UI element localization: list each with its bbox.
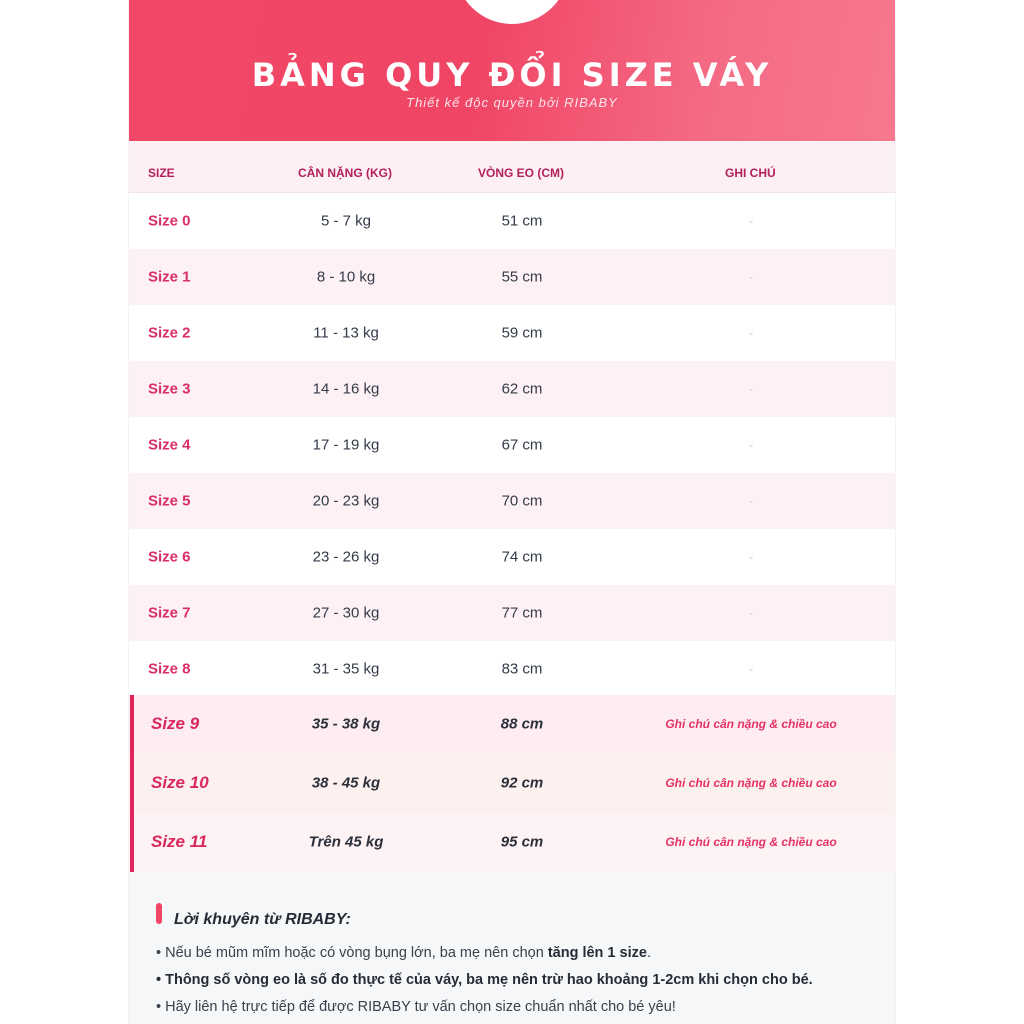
column-header-note: GHI CHÚ [725,166,776,180]
table-row [129,529,895,585]
highlight-accent-bar [130,695,134,754]
weight-value: 5 - 7 kg [320,212,372,230]
table-row [129,249,895,305]
table-row [129,641,895,697]
waist-value: 74 cm [501,548,543,566]
weight-value: 20 - 23 kg [312,492,380,510]
note-value: - [748,493,754,509]
table-header [129,141,895,193]
waist-value: 77 cm [501,604,543,622]
column-header-size: SIZE [148,166,175,180]
size-chart-card [129,0,895,1024]
advice-box [129,872,895,1024]
waist-value: 70 cm [501,492,543,510]
waist-value: 95 cm [500,833,544,851]
advice-accent-bar [156,903,162,924]
weight-value: 38 - 45 kg [311,774,381,792]
size-label: Size 8 [148,660,191,678]
size-label: Size 0 [148,212,191,230]
advice-tip [156,945,651,961]
size-label: Size 6 [148,548,191,566]
weight-value: 11 - 13 kg [313,324,379,342]
weight-value: 14 - 16 kg [312,380,380,398]
weight-value: 31 - 35 kg [312,660,380,678]
size-label: Size 2 [148,324,191,342]
weight-value: 35 - 38 kg [311,715,381,733]
size-label: Size 7 [148,604,191,622]
size-label: Size 5 [148,492,191,510]
weight-value: 23 - 26 kg [312,548,380,566]
note-value: - [748,381,754,397]
highlight-row [129,754,895,813]
weight-value: Trên 45 kg [308,833,384,851]
size-label: Size 11 [151,832,208,851]
table-row [129,193,895,249]
advice-tip-emphasis: tăng lên 1 size [547,945,647,961]
waist-value: 83 cm [501,660,543,678]
table-row [129,305,895,361]
column-header-weight: CÂN NẶNG (KG) [298,166,392,180]
logo-circle [455,0,569,24]
size-label: Size 1 [148,268,191,286]
waist-value: 62 cm [501,380,543,398]
note-value: - [748,549,754,565]
advice-tip: • Hãy liên hệ trực tiếp để được RIBABY tư vấn chọn size chuẩn nhất cho bé yêu! [156,999,676,1015]
note-value: Ghi chú cân nặng & chiều cao [665,717,837,731]
table-row [129,473,895,529]
note-value: - [748,437,754,453]
advice-title: Lời khuyên từ RIBABY: [174,911,351,928]
highlight-row [129,813,895,872]
header-banner [129,0,895,141]
note-value: - [748,661,754,677]
table-row [129,361,895,417]
size-label: Size 4 [148,436,191,454]
waist-value: 59 cm [501,324,543,342]
note-value: - [748,213,754,229]
size-label: Size 9 [151,714,200,733]
waist-value: 88 cm [500,715,544,733]
note-value: Ghi chú cân nặng & chiều cao [665,835,837,849]
highlight-accent-bar [130,754,134,813]
weight-value: 27 - 30 kg [312,604,380,622]
weight-value: 8 - 10 kg [316,268,376,286]
note-value: - [748,325,754,341]
page-title: BẢNG QUY ĐỔI SIZE VÁY [251,56,773,94]
highlight-accent-bar [130,813,134,872]
table-row [129,585,895,641]
column-header-waist: VÒNG EO (CM) [478,166,564,180]
waist-value: 67 cm [501,436,543,454]
note-value: Ghi chú cân nặng & chiều cao [665,776,837,790]
advice-tip-suffix: . [646,945,651,961]
weight-value: 17 - 19 kg [312,436,380,454]
size-label: Size 10 [151,773,209,792]
advice-tip: • Thông số vòng eo là số đo thực tế của váy, ba mẹ nên trừ hao khoảng 1-2cm khi chọn cho bé. [156,972,813,988]
advice-tip-text: • Nếu bé mũm mĩm hoặc có vòng bụng lớn, ba mẹ nên chọn [156,945,548,961]
note-value: - [748,605,754,621]
page-subtitle: Thiết kế độc quyền bởi RIBABY [406,95,618,110]
highlight-row [129,695,895,754]
waist-value: 55 cm [501,268,543,286]
note-value: - [748,269,754,285]
waist-value: 51 cm [501,212,543,230]
size-label: Size 3 [148,380,191,398]
table-row [129,417,895,473]
waist-value: 92 cm [500,774,544,792]
